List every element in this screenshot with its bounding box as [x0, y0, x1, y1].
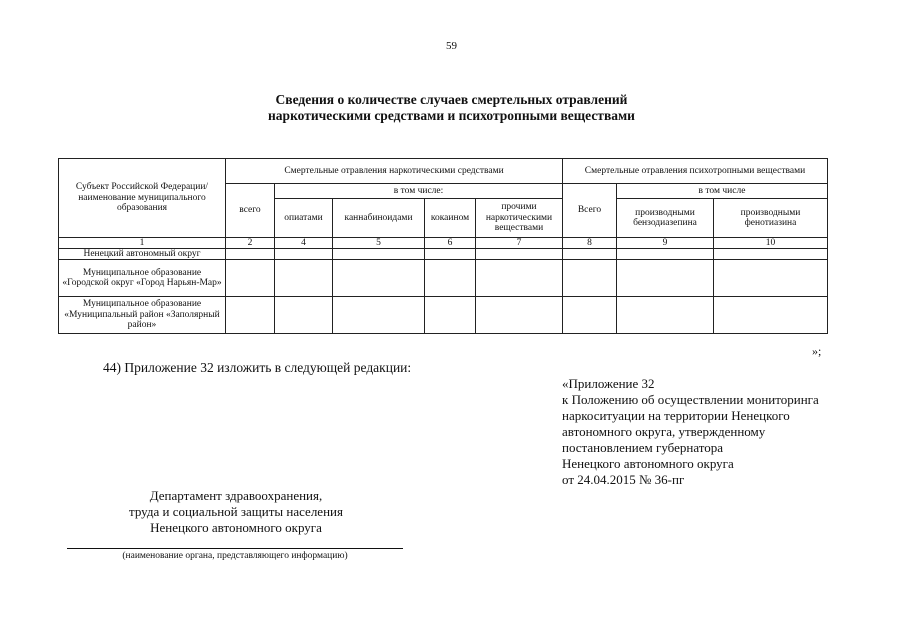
row-subject-name: Муниципальное образование «Городской округ «Город Нарьян-Мар» — [59, 260, 226, 297]
amendment-paragraph: 44) Приложение 32 изложить в следующей редакции: — [103, 360, 412, 375]
page-number: 59 — [446, 40, 457, 52]
appendix-line: к Положению об осуществлении мониторинга — [562, 392, 819, 407]
closing-quote-mark: »; — [812, 344, 822, 358]
data-cell — [563, 260, 617, 297]
appendix-line: постановлением губернатора — [562, 440, 724, 455]
signature-caption: (наименование органа, представляющего информацию) — [122, 551, 348, 561]
appendix-line: наркоситуации на территории Ненецкого — [562, 408, 790, 423]
appendix-line: Ненецкого автономного округа — [562, 456, 734, 471]
psychotropic-including-header: в том числе — [617, 184, 828, 199]
column-number: 4 — [275, 238, 333, 249]
table-row — [59, 249, 828, 260]
data-cell — [714, 297, 828, 334]
data-cell — [226, 297, 275, 334]
department-name-block — [86, 488, 386, 536]
opiates-header: опиатами — [275, 199, 333, 238]
cannabinoids-header: каннабиноидами — [333, 199, 425, 238]
data-cell — [617, 260, 714, 297]
column-number: 1 — [59, 238, 226, 249]
department-line: Департамент здравоохранения, — [149, 488, 323, 503]
other-narcotics-header: прочими наркотическими веществами — [476, 199, 563, 238]
title-line-2: наркотическими средствами и психотропными веществами — [268, 108, 635, 123]
table-row — [59, 297, 828, 334]
row-subject-name: Ненецкий автономный округ — [59, 249, 226, 260]
appendix-line: от 24.04.2015 № 36-пг — [562, 472, 685, 487]
data-cell — [476, 297, 563, 334]
title-line-1: Сведения о количестве случаев смертельных отравлений — [275, 92, 628, 107]
department-line: Ненецкого автономного округа — [150, 520, 322, 535]
data-cell — [226, 249, 275, 260]
appendix-line: автономного округа, утвержденному — [562, 424, 766, 439]
row-subject-name: Муниципальное образование «Муниципальный район «Заполярный район» — [59, 297, 226, 334]
phenothiazine-header: производными фенотиазина — [714, 199, 828, 238]
narcotic-group-header: Смертельные отравления наркотическими средствами — [226, 159, 563, 184]
narcotic-including-header: в том числе: — [275, 184, 563, 199]
column-number: 2 — [226, 238, 275, 249]
column-number: 5 — [333, 238, 425, 249]
data-cell — [425, 297, 476, 334]
data-cell — [425, 260, 476, 297]
column-number: 7 — [476, 238, 563, 249]
data-cell — [226, 260, 275, 297]
appendix-line: «Приложение 32 — [562, 376, 655, 391]
data-cell — [563, 249, 617, 260]
benzodiazepine-header: производными бензодиазепина — [617, 199, 714, 238]
poisoning-statistics-table — [58, 158, 828, 334]
data-cell — [617, 297, 714, 334]
data-cell — [275, 249, 333, 260]
column-number: 6 — [425, 238, 476, 249]
psychotropic-group-header: Смертельные отравления психотропными веществами — [563, 159, 828, 184]
data-cell — [714, 260, 828, 297]
data-cell — [333, 260, 425, 297]
data-cell — [333, 297, 425, 334]
cocaine-header: кокаином — [425, 199, 476, 238]
data-cell — [425, 249, 476, 260]
data-cell — [617, 249, 714, 260]
department-line: труда и социальной защиты населения — [129, 504, 343, 519]
column-number: 10 — [714, 238, 828, 249]
narcotic-total-header: всего — [226, 184, 275, 238]
column-number: 8 — [563, 238, 617, 249]
subject-column-header: Субъект Российской Федерации/ наименование муниципального образования — [59, 159, 226, 238]
signature-line — [67, 548, 403, 549]
document-title — [0, 92, 903, 124]
appendix-reference-block — [562, 376, 819, 488]
psychotropic-total-header: Всего — [563, 184, 617, 238]
column-numbers-row — [59, 238, 828, 249]
data-cell — [275, 297, 333, 334]
data-cell — [714, 249, 828, 260]
data-cell — [275, 260, 333, 297]
data-cell — [476, 249, 563, 260]
data-cell — [476, 260, 563, 297]
data-cell — [333, 249, 425, 260]
data-cell — [563, 297, 617, 334]
table-row — [59, 260, 828, 297]
column-number: 9 — [617, 238, 714, 249]
